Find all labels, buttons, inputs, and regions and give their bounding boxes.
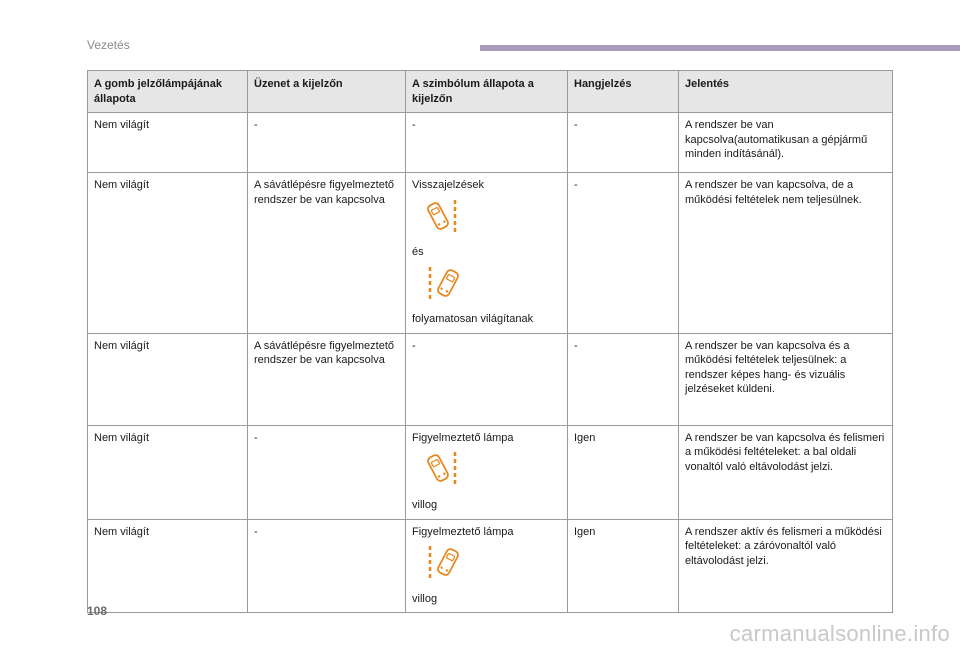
cell-meaning: A rendszer be van kapcsolva, de a működési feltételek nem teljesülnek. xyxy=(679,173,893,334)
cell-symbol-state xyxy=(406,519,568,613)
cell-symbol-state xyxy=(406,333,568,425)
symbol-text: Figyelmeztető lámpa xyxy=(412,525,514,538)
cell-sound: - xyxy=(568,333,679,425)
table-row xyxy=(88,425,893,519)
header-display-message: Üzenet a kijelzőn xyxy=(248,71,406,113)
table-row xyxy=(88,333,893,425)
page-number: 108 xyxy=(87,604,108,618)
symbol-text: - xyxy=(412,119,416,131)
cell-symbol-state xyxy=(406,425,568,519)
table-row xyxy=(88,173,893,334)
lane-departure-status-table xyxy=(87,70,893,613)
cell-sound: - xyxy=(568,113,679,173)
cell-meaning: A rendszer be van kapcsolva és a működési feltételek teljesülnek: a rendszer képes hang- és vizuális jelzéseket küldeni. xyxy=(679,333,893,425)
cell-message: - xyxy=(248,519,406,613)
cell-sound: Igen xyxy=(568,519,679,613)
cell-lamp: Nem világít xyxy=(88,113,248,173)
header-meaning: Jelentés xyxy=(679,71,893,113)
cell-symbol-state xyxy=(406,113,568,173)
symbol-text: folyamatosan világítanak xyxy=(412,313,534,325)
header-accent-bar xyxy=(480,45,960,51)
header-lamp-state: A gomb jelzőlámpájának állapota xyxy=(88,71,248,113)
cell-lamp: Nem világít xyxy=(88,173,248,334)
cell-message: A sávátlépésre figyelmeztető rendszer be van kapcsolva xyxy=(248,333,406,425)
table-header-row xyxy=(88,71,893,113)
table-row xyxy=(88,113,893,173)
cell-message: - xyxy=(248,425,406,519)
cell-message: - xyxy=(248,113,406,173)
symbol-text: és xyxy=(412,246,424,258)
cell-meaning: A rendszer be van kapcsolva és felismeri a működési feltételeket: a bal oldali vonaltól való eltávolodást jelzi. xyxy=(679,425,893,519)
cell-meaning: A rendszer aktív és felismeri a működési feltételeket: a záróvonaltól való eltávolodást jelzi. xyxy=(679,519,893,613)
cell-sound: - xyxy=(568,173,679,334)
cell-symbol-state xyxy=(406,173,568,334)
cell-message: A sávátlépésre figyelmeztető rendszer be van kapcsolva xyxy=(248,173,406,334)
table-row xyxy=(88,519,893,613)
lane-departure-left-icon xyxy=(426,451,561,490)
cell-lamp: Nem világít xyxy=(88,333,248,425)
cell-sound: Igen xyxy=(568,425,679,519)
symbol-text: Visszajelzések xyxy=(412,179,484,191)
symbol-text: villog xyxy=(412,498,438,511)
symbol-text: villog xyxy=(412,592,438,605)
symbol-text: Figyelmeztető lámpa xyxy=(412,431,514,444)
cell-meaning: A rendszer be van kapcsolva(automatikusan a gépjármű minden indításánál). xyxy=(679,113,893,173)
cell-lamp: Nem világít xyxy=(88,519,248,613)
header-sound-signal: Hangjelzés xyxy=(568,71,679,113)
lane-departure-right-icon xyxy=(426,199,561,238)
lane-departure-right-icon xyxy=(426,545,561,584)
header-symbol-state: A szimbólum állapota a kijelzőn xyxy=(406,71,568,113)
watermark: carmanualsonline.info xyxy=(729,621,950,646)
lane-departure-left-icon xyxy=(426,266,561,305)
section-title: Vezetés xyxy=(87,38,130,52)
symbol-text: - xyxy=(412,339,416,352)
cell-lamp: Nem világít xyxy=(88,425,248,519)
